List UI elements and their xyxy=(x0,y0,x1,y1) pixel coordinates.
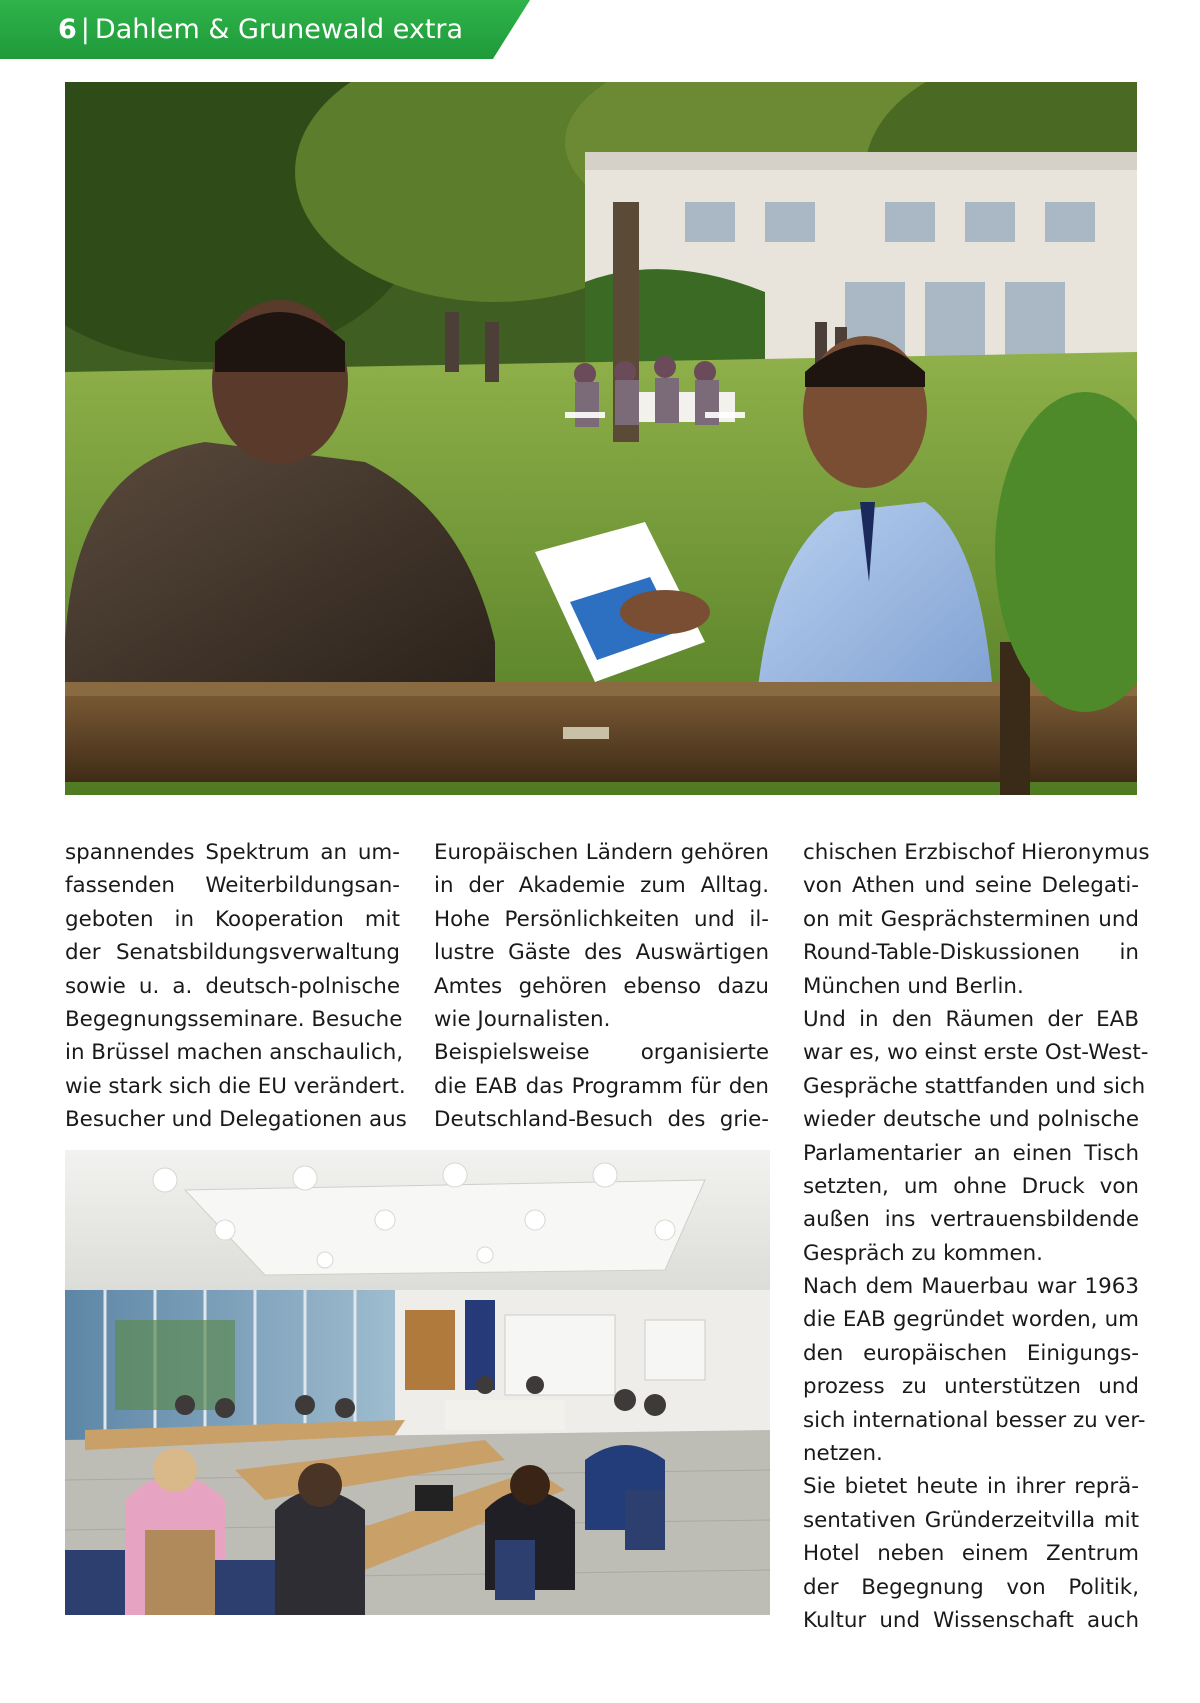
text-line: Amtes gehören ebenso dazu xyxy=(434,973,769,999)
page-number: 6 xyxy=(58,14,77,45)
text-line: Sie bietet heute in ihrer reprä- xyxy=(803,1474,1139,1500)
text-line: wie Journalisten. xyxy=(434,1006,611,1032)
section-title: Dahlem & Grunewald extra xyxy=(94,14,464,45)
text-line: netzen. xyxy=(803,1441,883,1467)
text-line: chischen Erzbischof Hieronymus xyxy=(803,840,1150,865)
text-line: Parlamentarier an einen Tisch xyxy=(803,1140,1139,1166)
text-line: Europäischen Ländern gehören xyxy=(434,840,769,865)
text-line: von Athen und seine Delegati- xyxy=(803,873,1139,899)
text-line: fassenden Weiterbildungsan- xyxy=(65,873,400,899)
text-line: die EAB das Programm für den xyxy=(434,1073,769,1099)
text-line: Besucher und Delegationen aus xyxy=(65,1107,407,1133)
header-separator: | xyxy=(80,14,90,45)
text-line: spannendes Spektrum an um- xyxy=(65,840,400,865)
text-line: Gespräche stattfanden und sich xyxy=(803,1073,1146,1099)
text-line: außen ins vertrauensbildende xyxy=(803,1207,1139,1233)
text-line: prozess zu unterstützen und xyxy=(803,1374,1139,1400)
text-line: Kultur und Wissenschaft auch xyxy=(803,1607,1139,1633)
text-line: den europäischen Einigungs- xyxy=(803,1340,1139,1366)
text-line: die EAB gegründet worden, um xyxy=(803,1307,1139,1333)
text-line: sich international besser zu ver- xyxy=(803,1407,1146,1433)
text-line: geboten in Kooperation mit xyxy=(65,906,400,932)
text-line: Hohe Persönlichkeiten und il- xyxy=(434,906,769,932)
text-line: Und in den Räumen der EAB xyxy=(803,1006,1139,1032)
text-line: on mit Gesprächsterminen und xyxy=(803,906,1139,932)
text-line: wie stark sich die EU verändert. xyxy=(65,1073,406,1099)
text-line: Hotel neben einem Zentrum xyxy=(803,1541,1139,1567)
text-line: war es, wo einst erste Ost-West- xyxy=(803,1040,1149,1066)
conference-room-photo xyxy=(65,1150,770,1615)
text-line: lustre Gäste des Auswärtigen xyxy=(434,940,769,966)
article-column-1 xyxy=(65,836,407,1137)
article-column-2 xyxy=(434,836,769,1137)
section-header xyxy=(58,13,463,47)
text-line: Nach dem Mauerbau war 1963 xyxy=(803,1274,1139,1300)
text-line: sowie u. a. deutsch-polnische xyxy=(65,973,400,999)
text-line: Round-Table-Diskussionen in xyxy=(803,940,1139,966)
text-line: München und Berlin. xyxy=(803,973,1024,999)
text-line: der Senatsbildungsverwaltung xyxy=(65,940,400,966)
text-line: in Brüssel machen anschaulich, xyxy=(65,1040,404,1066)
text-line: setzten, um ohne Druck von xyxy=(803,1173,1139,1199)
text-line: der Begegnung von Politik, xyxy=(803,1574,1139,1600)
text-line: in der Akademie zum Alltag. xyxy=(434,873,769,899)
garden-meeting-photo xyxy=(65,82,1137,795)
text-line: Gespräch zu kommen. xyxy=(803,1240,1043,1266)
text-line: sentativen Gründerzeitvilla mit xyxy=(803,1507,1139,1533)
article-column-3 xyxy=(803,836,1150,1637)
text-line: Deutschland-Besuch des grie- xyxy=(434,1107,769,1133)
text-line: Beispielsweise organisierte xyxy=(434,1040,769,1066)
text-line: Begegnungsseminare. Besuche xyxy=(65,1006,403,1032)
text-line: wieder deutsche und polnische xyxy=(803,1107,1139,1133)
